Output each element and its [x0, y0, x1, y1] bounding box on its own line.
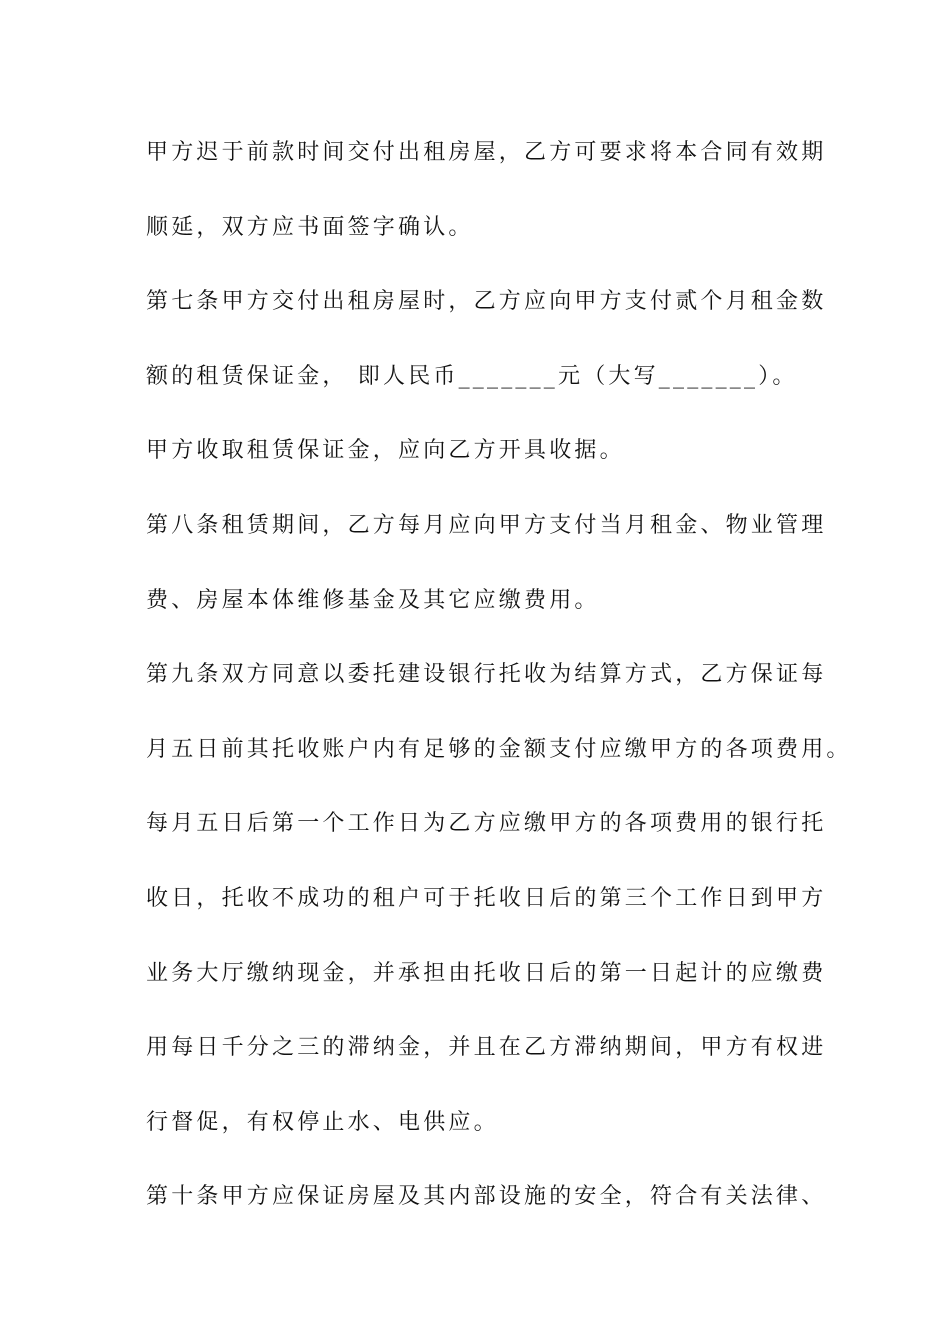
text-line: 业务大厅缴纳现金，并承担由托收日后的第一日起计的应缴费: [146, 960, 827, 986]
text-line: 第九条双方同意以委托建设银行托收为结算方式，乙方保证每: [146, 662, 827, 688]
text-line: 顺延，双方应书面签字确认。: [146, 214, 474, 240]
text-line: 第十条甲方应保证房屋及其内部设施的安全，符合有关法律、: [146, 1184, 827, 1210]
text-line: 行督促，有权停止水、电供应。: [146, 1109, 499, 1135]
text-line: 收日，托收不成功的租户可于托收日后的第三个工作日到甲方: [146, 885, 827, 911]
text-line: 甲方收取租赁保证金，应向乙方开具收据。: [146, 438, 625, 464]
text-line: 月五日前其托收账户内有足够的金额支付应缴甲方的各项费用。: [146, 736, 852, 762]
text-line: 额的租赁保证金， 即人民币_______元（大写_______）。: [146, 363, 798, 389]
document-body: [146, 131, 852, 1250]
text-line: 第七条甲方交付出租房屋时，乙方应向甲方支付贰个月租金数: [146, 289, 827, 315]
text-line: 费、房屋本体维修基金及其它应缴费用。: [146, 587, 600, 613]
text-line: 甲方迟于前款时间交付出租房屋，乙方可要求将本合同有效期: [146, 140, 827, 165]
text-line: 第八条租赁期间，乙方每月应向甲方支付当月租金、物业管理: [146, 512, 827, 538]
text-line: 每月五日后第一个工作日为乙方应缴甲方的各项费用的银行托: [146, 811, 827, 837]
text-line: 用每日千分之三的滞纳金，并且在乙方滞纳期间，甲方有权进: [146, 1035, 827, 1061]
